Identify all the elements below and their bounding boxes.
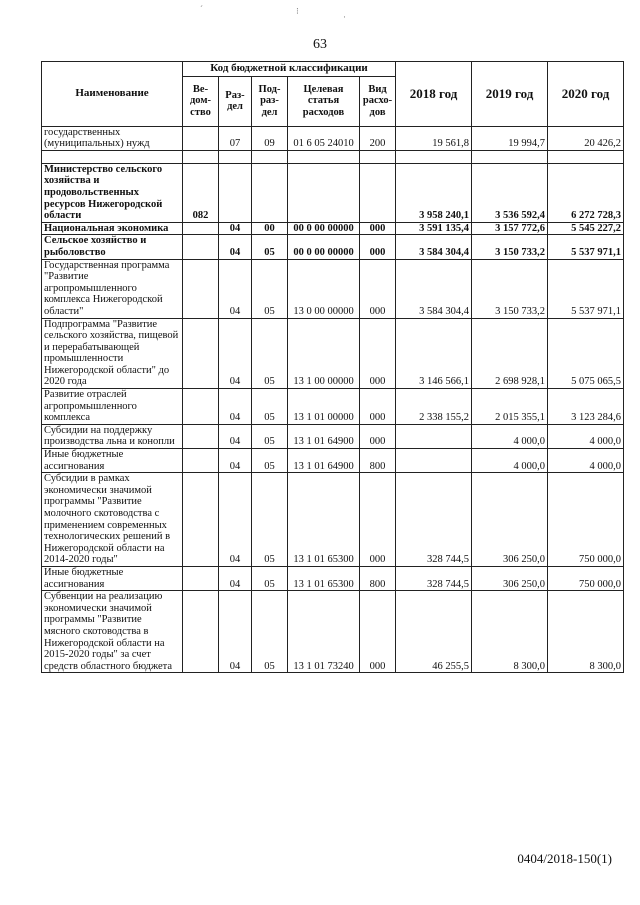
header-2020: 2020 год [548, 62, 624, 127]
table-row [42, 163, 624, 222]
cell-y2018: 3 958 240,1 [396, 163, 472, 222]
cell-y2020: 3 123 284,6 [548, 389, 624, 425]
document-code: 0404/2018-150(1) [517, 851, 612, 866]
cell-y2018: 46 255,5 [396, 591, 472, 673]
cell-y2019: 3 150 733,2 [472, 259, 548, 318]
cell-type: 200 [360, 126, 396, 150]
cell-dept [183, 473, 219, 567]
scan-mark: ˊ [200, 4, 203, 14]
scan-mark: ⁝ [296, 6, 299, 16]
cell-name: Субсидии в рамках экономически значимой программы "Развитие молочного скотоводства с применением современных технологических решений в Нижегородской области на 2014-2020 годы" [42, 473, 183, 567]
cell-y2019: 3 157 772,6 [472, 222, 548, 235]
cell-subsection: 05 [252, 449, 288, 473]
cell-name: Развитие отраслей агропромышленного комплекса [42, 389, 183, 425]
cell-target: 13 1 01 73240 [288, 591, 360, 673]
cell-y2018: 328 744,5 [396, 566, 472, 590]
cell-type: 000 [360, 389, 396, 425]
cell-section: 04 [219, 235, 252, 259]
cell-dept [183, 424, 219, 448]
cell-name: Государственная программа "Развитие агропромышленного комплекса Нижегородской области" [42, 259, 183, 318]
cell-dept [183, 259, 219, 318]
header-subsection: Под-раз-дел [252, 76, 288, 126]
cell-name: Субвенции на реализацию экономически значимой программы "Развитие мясного скотоводства в Нижегородской области на 2015-2020 годы" за счет средств областного бюджета [42, 591, 183, 673]
cell-type: 000 [360, 424, 396, 448]
cell-subsection: 05 [252, 389, 288, 425]
cell-y2019: 2 015 355,1 [472, 389, 548, 425]
cell-section: 04 [219, 222, 252, 235]
cell-y2020: 6 272 728,3 [548, 163, 624, 222]
cell-dept [183, 566, 219, 590]
cell-name: Сельское хозяйство и рыболовство [42, 235, 183, 259]
cell-target: 00 0 00 00000 [288, 222, 360, 235]
cell-y2020: 5 075 065,5 [548, 318, 624, 389]
header-2019: 2019 год [472, 62, 548, 127]
cell-type: 000 [360, 235, 396, 259]
cell-y2018: 19 561,8 [396, 126, 472, 150]
cell-y2020: 20 426,2 [548, 126, 624, 150]
cell-section: 04 [219, 389, 252, 425]
cell-y2018 [396, 449, 472, 473]
cell-subsection: 05 [252, 424, 288, 448]
cell-subsection: 09 [252, 126, 288, 150]
table-row [42, 424, 624, 448]
table-row [42, 222, 624, 235]
cell-y2020: 5 537 971,1 [548, 235, 624, 259]
table-row [42, 235, 624, 259]
empty-cell [288, 150, 360, 163]
header-code-group: Код бюджетной классификации [183, 62, 396, 77]
cell-y2020: 5 537 971,1 [548, 259, 624, 318]
header-name: Наименование [42, 62, 183, 127]
cell-name: Национальная экономика [42, 222, 183, 235]
cell-type: 000 [360, 259, 396, 318]
cell-y2019: 8 300,0 [472, 591, 548, 673]
cell-dept [183, 591, 219, 673]
cell-section: 04 [219, 566, 252, 590]
cell-dept [183, 222, 219, 235]
cell-target: 13 1 01 64900 [288, 424, 360, 448]
cell-subsection: 05 [252, 259, 288, 318]
table-row [42, 591, 624, 673]
cell-dept [183, 318, 219, 389]
cell-y2020: 4 000,0 [548, 449, 624, 473]
cell-subsection: 05 [252, 318, 288, 389]
cell-y2020: 4 000,0 [548, 424, 624, 448]
cell-name: Подпрограмма "Развитие сельского хозяйства, пищевой и перерабатывающей промышленности Нижегородской области" до 2020 года [42, 318, 183, 389]
cell-name: государственных (муниципальных) нужд [42, 126, 183, 150]
cell-target: 13 1 01 65300 [288, 473, 360, 567]
cell-y2019: 3 150 733,2 [472, 235, 548, 259]
page-number: 63 [313, 37, 327, 52]
cell-target: 13 0 00 00000 [288, 259, 360, 318]
table-body [42, 126, 624, 673]
empty-cell [219, 150, 252, 163]
cell-y2020: 750 000,0 [548, 473, 624, 567]
table-row [42, 566, 624, 590]
header-2018: 2018 год [396, 62, 472, 127]
table-header [42, 62, 624, 127]
cell-y2018: 3 146 566,1 [396, 318, 472, 389]
cell-type: 000 [360, 318, 396, 389]
cell-target: 13 1 00 00000 [288, 318, 360, 389]
empty-cell [183, 150, 219, 163]
cell-section: 04 [219, 449, 252, 473]
empty-cell [252, 150, 288, 163]
cell-section [219, 163, 252, 222]
table-row [42, 473, 624, 567]
cell-section: 04 [219, 424, 252, 448]
cell-y2019: 19 994,7 [472, 126, 548, 150]
cell-y2019: 3 536 592,4 [472, 163, 548, 222]
cell-subsection: 05 [252, 591, 288, 673]
table-row [42, 449, 624, 473]
cell-target: 13 1 01 00000 [288, 389, 360, 425]
cell-name: Министерство сельского хозяйства и продовольственных ресурсов Нижегородской области [42, 163, 183, 222]
cell-type: 800 [360, 566, 396, 590]
cell-section: 04 [219, 591, 252, 673]
cell-target: 00 0 00 00000 [288, 235, 360, 259]
cell-subsection: 05 [252, 235, 288, 259]
cell-y2018: 3 591 135,4 [396, 222, 472, 235]
cell-subsection: 00 [252, 222, 288, 235]
cell-target [288, 163, 360, 222]
table-row [42, 259, 624, 318]
cell-subsection [252, 163, 288, 222]
cell-dept [183, 389, 219, 425]
cell-section: 04 [219, 473, 252, 567]
cell-target: 13 1 01 64900 [288, 449, 360, 473]
header-section: Раз-дел [219, 76, 252, 126]
budget-table [41, 61, 624, 673]
cell-y2019: 2 698 928,1 [472, 318, 548, 389]
cell-y2018: 328 744,5 [396, 473, 472, 567]
table-row [42, 126, 624, 150]
cell-y2018 [396, 424, 472, 448]
cell-y2018: 2 338 155,2 [396, 389, 472, 425]
empty-cell [396, 150, 472, 163]
cell-section: 04 [219, 318, 252, 389]
cell-subsection: 05 [252, 566, 288, 590]
header-expense-type: Вид расхо-дов [360, 76, 396, 126]
cell-y2020: 750 000,0 [548, 566, 624, 590]
cell-type: 800 [360, 449, 396, 473]
table-row [42, 318, 624, 389]
empty-cell [472, 150, 548, 163]
cell-type: 000 [360, 222, 396, 235]
cell-target: 13 1 01 65300 [288, 566, 360, 590]
cell-dept [183, 126, 219, 150]
spacer-row [42, 150, 624, 163]
cell-name: Субсидии на поддержку производства льна и конопли [42, 424, 183, 448]
cell-subsection: 05 [252, 473, 288, 567]
cell-dept [183, 449, 219, 473]
header-target: Целевая статья расходов [288, 76, 360, 126]
cell-y2019: 4 000,0 [472, 449, 548, 473]
empty-cell [42, 150, 183, 163]
cell-name: Иные бюджетные ассигнования [42, 566, 183, 590]
cell-y2020: 5 545 227,2 [548, 222, 624, 235]
empty-cell [548, 150, 624, 163]
cell-dept [183, 235, 219, 259]
header-dept: Ве-дом-ство [183, 76, 219, 126]
scan-mark: · [343, 12, 346, 22]
cell-target: 01 6 05 24010 [288, 126, 360, 150]
cell-type: 000 [360, 591, 396, 673]
cell-type [360, 163, 396, 222]
cell-dept: 082 [183, 163, 219, 222]
cell-section: 04 [219, 259, 252, 318]
cell-section: 07 [219, 126, 252, 150]
cell-type: 000 [360, 473, 396, 567]
empty-cell [360, 150, 396, 163]
cell-y2019: 4 000,0 [472, 424, 548, 448]
cell-y2018: 3 584 304,4 [396, 235, 472, 259]
table-row [42, 389, 624, 425]
cell-y2019: 306 250,0 [472, 473, 548, 567]
cell-y2019: 306 250,0 [472, 566, 548, 590]
cell-name: Иные бюджетные ассигнования [42, 449, 183, 473]
cell-y2020: 8 300,0 [548, 591, 624, 673]
cell-y2018: 3 584 304,4 [396, 259, 472, 318]
